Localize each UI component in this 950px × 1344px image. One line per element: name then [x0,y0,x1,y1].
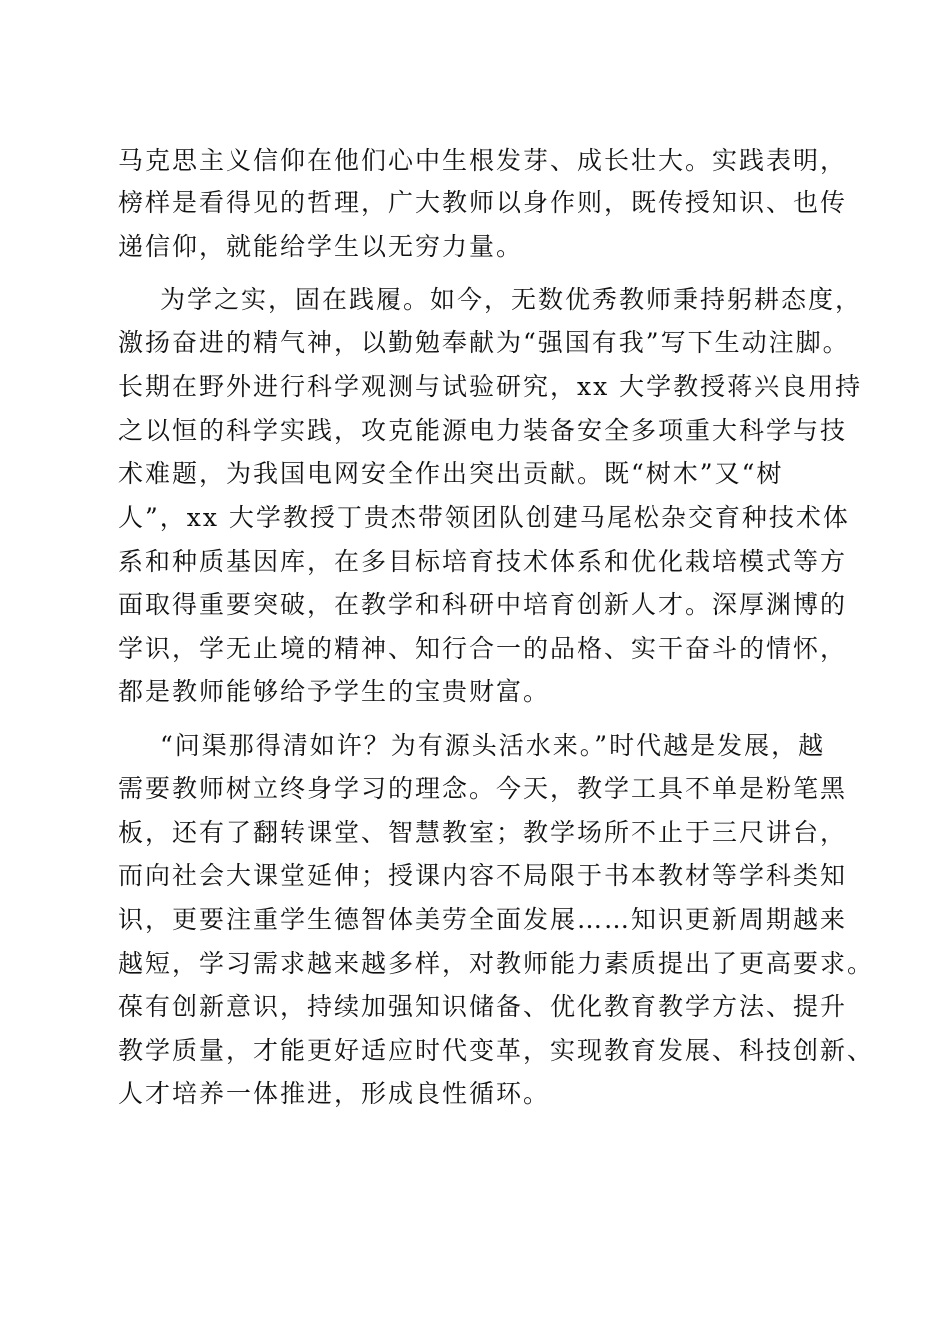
text-line: 人才培养一体推进，形成良性循环。 [118,1079,551,1108]
text-line: 需要教师树立终身学习的理念。今天，教学工具不单是粉笔黑 [118,774,848,803]
text-line: 长期在野外进行科学观测与试验研究，xx 大学教授蒋兴良用持 [118,372,863,401]
paragraph-start-line: 为学之实，固在践履。如今，无数优秀教师秉持躬耕态度， [160,285,863,314]
text-line: 葆有创新意识，持续加强知识储备、优化教育教学方法、提升 [118,992,848,1021]
text-line: 都是教师能够给予学生的宝贵财富。 [118,677,551,706]
text-line: 之以恒的科学实践，攻克能源电力装备安全多项重大科学与技 [118,416,848,445]
text-line: 识，更要注重学生德智体美劳全面发展……知识更新周期越来 [118,905,848,934]
text-line: 学识，学无止境的精神、知行合一的品格、实干奋斗的情怀， [118,634,848,663]
text-line: 而向社会大课堂延伸；授课内容不局限于书本教材等学科类知 [118,861,848,890]
text-line: 教学质量，才能更好适应时代变革，实现教育发展、科技创新、 [118,1036,875,1065]
text-line: 术难题，为我国电网安全作出突出贡献。既“树木”又“树 [118,459,784,488]
text-line: 榜样是看得见的哲理，广大教师以身作则，既传授知识、也传 [118,188,848,217]
text-line: 马克思主义信仰在他们心中生根发芽、成长壮大。实践表明， [118,146,848,175]
text-line: 面取得重要突破，在教学和科研中培育创新人才。深厚渊博的 [118,590,848,619]
text-line: 人”，xx 大学教授丁贵杰带领团队创建马尾松杂交育种技术体 [118,503,850,532]
text-line: 板，还有了翻转课堂、智慧教室；教学场所不止于三尺讲台， [118,818,848,847]
text-line: 激扬奋进的精气神，以勤勉奉献为“强国有我”写下生动注脚。 [118,328,850,357]
paragraph-start-line: “问渠那得清如许？为有源头活水来。”时代越是发展，越 [160,731,826,760]
text-line: 越短，学习需求越来越多样，对教师能力素质提出了更高要求。 [118,949,875,978]
text-line: 递信仰，就能给学生以无穷力量。 [118,232,524,261]
text-line: 系和种质基因库，在多目标培育技术体系和优化栽培模式等方 [118,547,848,576]
